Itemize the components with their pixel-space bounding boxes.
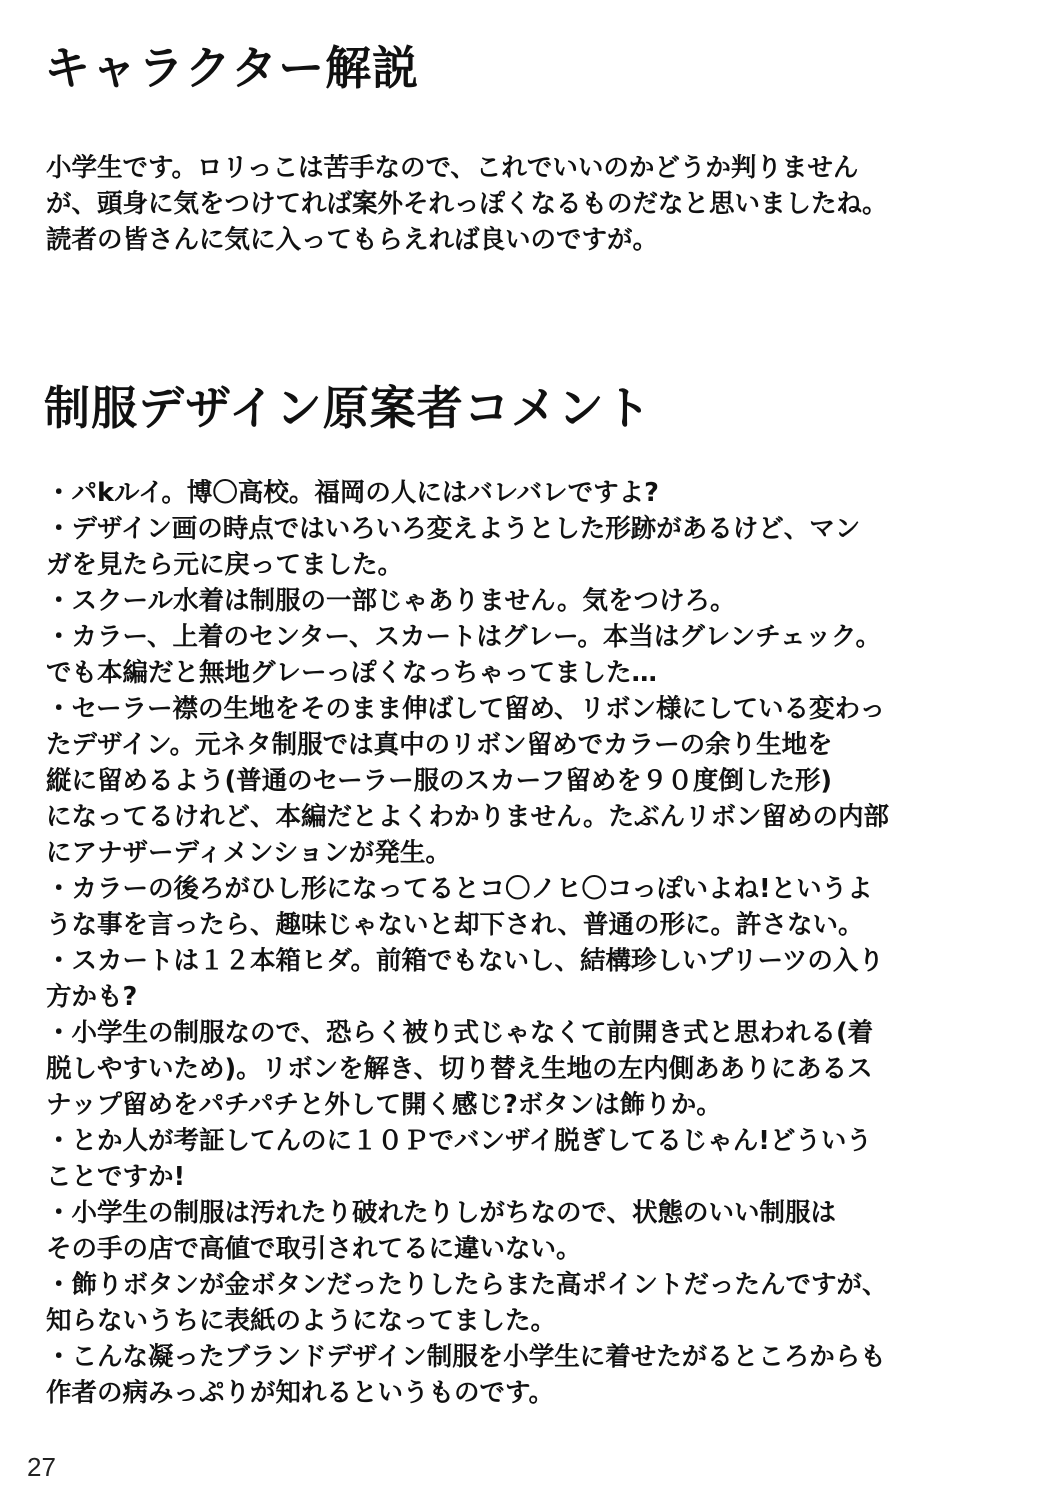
text-line: ・パkルイ。博〇高校。福岡の人にはバレバレですよ? [46, 478, 659, 508]
character-commentary-heading: キャラクター解説 [44, 41, 420, 95]
text-line: ・とか人が考証してんのに１０Ｐでバンザイ脱ぎしてるじゃん!どういう [46, 1126, 872, 1156]
text-line: にアナザーディメンションが発生。 [46, 838, 451, 868]
text-line: ・セーラー襟の生地をそのまま伸ばして留め、リボン様にしている変わっ [46, 694, 886, 724]
text-line: ことですか! [46, 1162, 186, 1192]
text-line: 作者の病みっぷりが知れるというものです。 [46, 1378, 554, 1408]
text-line: ・カラーの後ろがひし形になってるとコ〇ノヒ〇コっぽいよね!というよ [46, 874, 873, 904]
uniform-designer-comment-heading: 制服デザイン原案者コメント [44, 381, 652, 435]
text-line: うな事を言ったら、趣味じゃないと却下され、普通の形に。許さない。 [46, 910, 864, 940]
character-commentary-text [46, 150, 1006, 258]
text-line: 知らないうちに表紙のようになってました。 [46, 1306, 557, 1336]
text-line: ・スクール水着は制服の一部じゃありません。気をつけろ。 [46, 586, 736, 616]
text-line: ・小学生の制服は汚れたり破れたりしがちなので、状態のいい制服は [46, 1198, 836, 1228]
text-line: 脱しやすいため)。リボンを解き、切り替え生地の左内側あありにあるス [46, 1054, 873, 1084]
text-line: ・こんな凝ったブランドデザイン制服を小学生に着せたがるところからも [46, 1342, 886, 1372]
text-line: たデザイン。元ネタ制服では真中のリボン留めでカラーの余り生地を [46, 730, 833, 760]
text-line: が、頭身に気をつけてれば案外それっぽくなるものだなと思いましたね。 [46, 189, 888, 219]
text-line: になってるけれど、本編だとよくわかりません。たぶんリボン留めの内部 [46, 802, 890, 832]
text-line: ナップ留めをパチパチと外して開く感じ?ボタンは飾りか。 [46, 1090, 722, 1120]
text-line: ガを見たら元に戻ってました。 [46, 550, 404, 580]
text-line: ・小学生の制服なので、恐らく被り式じゃなくて前開き式と思われる(着 [46, 1018, 874, 1048]
text-line: 方かも? [46, 982, 138, 1012]
text-line: ・デザイン画の時点ではいろいろ変えようとした形跡があるけど、マン [46, 514, 861, 544]
text-line: ・カラー、上着のセンター、スカートはグレー。本当はグレンチェック。 [46, 622, 881, 652]
text-line: でも本編だと無地グレーっぽくなっちゃってました… [46, 658, 657, 688]
text-line: ・スカートは１２本箱ヒダ。前箱でもないし、結構珍しいプリーツの入り [46, 946, 884, 976]
page-number: 27 [27, 1452, 56, 1482]
uniform-designer-comment-text [46, 475, 1006, 1411]
text-line: その手の店で高値で取引されてるに違いない。 [46, 1234, 582, 1264]
text-line: 読者の皆さんに気に入ってもらえれば良いのですが。 [46, 225, 659, 255]
text-line: 小学生です。ロリっこは苦手なので、これでいいのかどうか判りません [46, 153, 859, 183]
text-line: ・飾りボタンが金ボタンだったりしたらまた高ポイントだったんですが、 [46, 1270, 888, 1300]
text-line: 縦に留めるよう(普通のセーラー服のスカーフ留めを９０度倒した形) [46, 766, 833, 796]
